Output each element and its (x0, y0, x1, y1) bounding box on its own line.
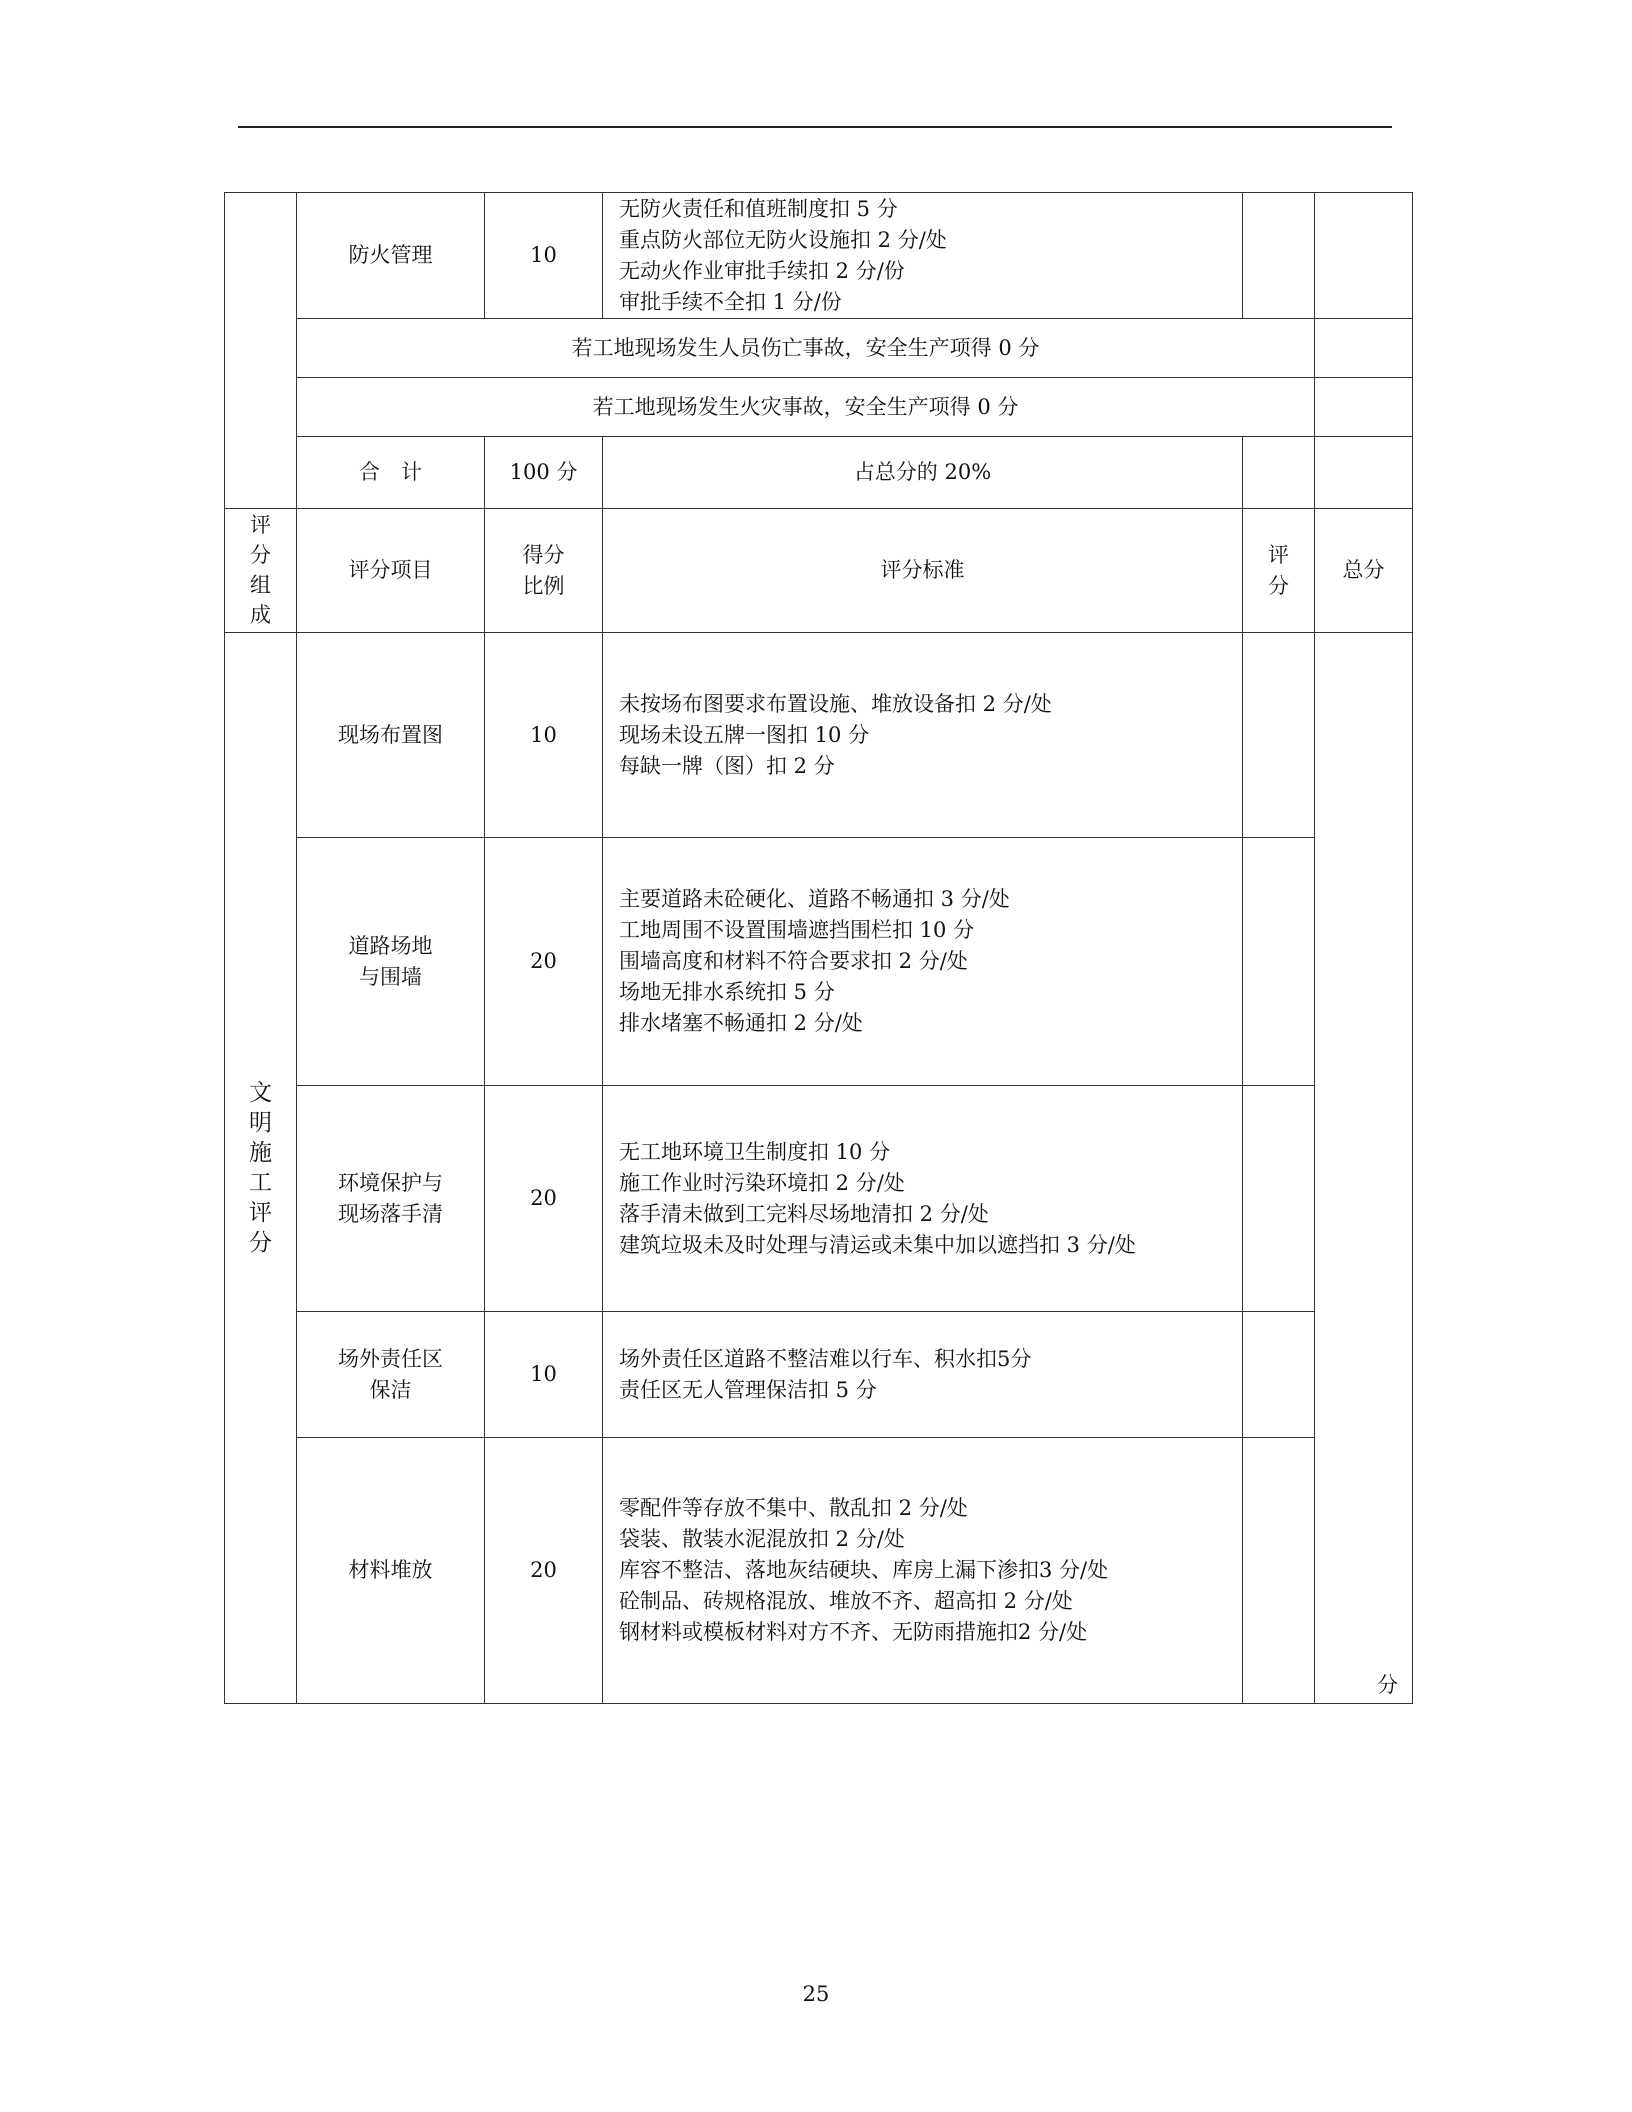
header-rule (238, 126, 1392, 128)
item-line: 与围墙 (359, 964, 422, 989)
civil-row (225, 1312, 1413, 1438)
item-line: 道路场地 (348, 933, 433, 958)
row-subtotal (225, 437, 1413, 509)
header-group-text (250, 510, 271, 630)
criteria-line: 围墙高度和材料不符合要求扣 2 分/处 (619, 949, 968, 973)
group-char: 分 (249, 1229, 272, 1256)
total-suffix: 分 (1377, 1673, 1398, 1697)
item-cell (297, 838, 485, 1086)
criteria-line: 未按场布图要求布置设施、堆放设备扣 2 分/处 (619, 691, 1052, 716)
header-ratio (485, 509, 603, 633)
group-char: 施 (249, 1139, 272, 1166)
header-char: 组 (250, 573, 271, 597)
header-group (225, 509, 297, 633)
criteria-line: 主要道路未砼硬化、道路不畅通扣 3 分/处 (619, 887, 1010, 911)
criteria-cell (603, 1086, 1243, 1312)
criteria-cell (603, 1312, 1243, 1438)
item-cell (297, 1086, 485, 1312)
group-char: 工 (249, 1169, 272, 1196)
header-char: 评 (250, 513, 271, 537)
civil-row (225, 838, 1413, 1086)
header-ratio-line: 比例 (522, 573, 565, 598)
scoring-table (224, 192, 1413, 1704)
criteria-line: 审批手续不全扣 1 分/份 (619, 289, 842, 314)
criteria-line: 责任区无人管理保洁扣 5 分 (619, 1377, 877, 1402)
criteria-line: 重点防火部位无防火设施扣 2 分/处 (619, 227, 947, 252)
item-line: 现场布置图 (338, 722, 443, 747)
score-cell (1243, 437, 1315, 509)
header-row (225, 509, 1413, 633)
score-cell (1243, 1312, 1315, 1438)
civil-group-text (249, 1078, 272, 1258)
civil-row (225, 1086, 1413, 1312)
total-cell (1315, 378, 1413, 437)
total-cell (1315, 193, 1413, 319)
group-char: 评 (249, 1199, 272, 1226)
total-cell (1315, 319, 1413, 378)
header-ratio-line: 得分 (522, 542, 565, 567)
criteria-line: 砼制品、砖规格混放、堆放不齐、超高扣 2 分/处 (619, 1589, 1073, 1613)
criteria-line: 场地无排水系统扣 5 分 (619, 980, 835, 1004)
criteria-cell (603, 838, 1243, 1086)
score-cell (1243, 1086, 1315, 1312)
criteria-line: 无工地环境卫生制度扣 10 分 (619, 1139, 891, 1164)
score-cell (1243, 1438, 1315, 1704)
header-score-char: 评 (1268, 542, 1289, 567)
score-cell (1243, 633, 1315, 838)
group-char: 文 (249, 1079, 272, 1106)
criteria-line: 排水堵塞不畅通扣 2 分/处 (619, 1011, 863, 1035)
criteria-line: 钢材料或模板材料对方不齐、无防雨措施扣2 分/处 (619, 1620, 1088, 1644)
header-total: 总分 (1315, 509, 1413, 633)
row-fire-management (225, 193, 1413, 319)
item-cell: 防火管理 (297, 193, 485, 319)
civil-total-cell (1315, 633, 1413, 1704)
subtotal-share: 占总分的 20% (603, 437, 1243, 509)
item-line: 环境保护与 (338, 1170, 443, 1195)
safety-group-cell (225, 193, 297, 509)
criteria-line: 每缺一牌（图）扣 2 分 (619, 753, 835, 778)
item-line: 保洁 (369, 1377, 412, 1402)
criteria-cell (603, 633, 1243, 838)
ratio-cell: 20 (485, 1086, 603, 1312)
criteria-line: 袋装、散装水泥混放扣 2 分/处 (619, 1527, 905, 1551)
criteria-line: 现场未设五牌一图扣 10 分 (619, 722, 870, 747)
ratio-cell: 10 (485, 193, 603, 319)
criteria-line: 无动火作业审批手续扣 2 分/份 (619, 258, 905, 283)
criteria-line: 落手清未做到工完料尽场地清扣 2 分/处 (619, 1201, 989, 1226)
criteria-cell (603, 193, 1243, 319)
subtotal-score: 100 分 (485, 437, 603, 509)
criteria-line: 库容不整洁、落地灰结硬块、库房上漏下渗扣3 分/处 (619, 1558, 1109, 1582)
criteria-line: 零配件等存放不集中、散乱扣 2 分/处 (619, 1496, 968, 1520)
note-fire: 若工地现场发生火灾事故，安全生产项得 0 分 (297, 378, 1315, 437)
header-criteria: 评分标准 (603, 509, 1243, 633)
note-injury: 若工地现场发生人员伤亡事故，安全生产项得 0 分 (297, 319, 1315, 378)
ratio-cell: 20 (485, 838, 603, 1086)
civil-group-cell (225, 633, 297, 1704)
criteria-line: 施工作业时污染环境扣 2 分/处 (619, 1170, 905, 1195)
item-cell (297, 633, 485, 838)
criteria-line: 无防火责任和值班制度扣 5 分 (619, 196, 898, 221)
score-cell (1243, 193, 1315, 319)
item-line: 材料堆放 (348, 1558, 433, 1582)
ratio-cell: 10 (485, 633, 603, 838)
subtotal-label: 合 计 (297, 437, 485, 509)
score-cell (1243, 838, 1315, 1086)
criteria-cell (603, 1438, 1243, 1704)
criteria-line: 场外责任区道路不整洁难以行车、积水扣5分 (619, 1346, 1032, 1371)
item-line: 场外责任区 (338, 1346, 443, 1371)
ratio-cell: 10 (485, 1312, 603, 1438)
criteria-line: 工地周围不设置围墙遮挡围栏扣 10 分 (619, 918, 975, 942)
item-line: 现场落手清 (338, 1201, 443, 1226)
header-score (1243, 509, 1315, 633)
header-item: 评分项目 (297, 509, 485, 633)
criteria-line: 建筑垃圾未及时处理与清运或未集中加以遮挡扣 3 分/处 (619, 1232, 1136, 1257)
header-score-char: 分 (1268, 573, 1289, 598)
total-cell (1315, 437, 1413, 509)
header-char: 分 (250, 543, 271, 567)
row-note-fire (225, 378, 1413, 437)
page-number: 25 (802, 1982, 830, 2006)
group-char: 明 (249, 1109, 272, 1136)
civil-row (225, 633, 1413, 838)
civil-row (225, 1438, 1413, 1704)
row-note-injury (225, 319, 1413, 378)
header-char: 成 (250, 603, 271, 627)
ratio-cell: 20 (485, 1438, 603, 1704)
item-cell (297, 1312, 485, 1438)
item-cell (297, 1438, 485, 1704)
